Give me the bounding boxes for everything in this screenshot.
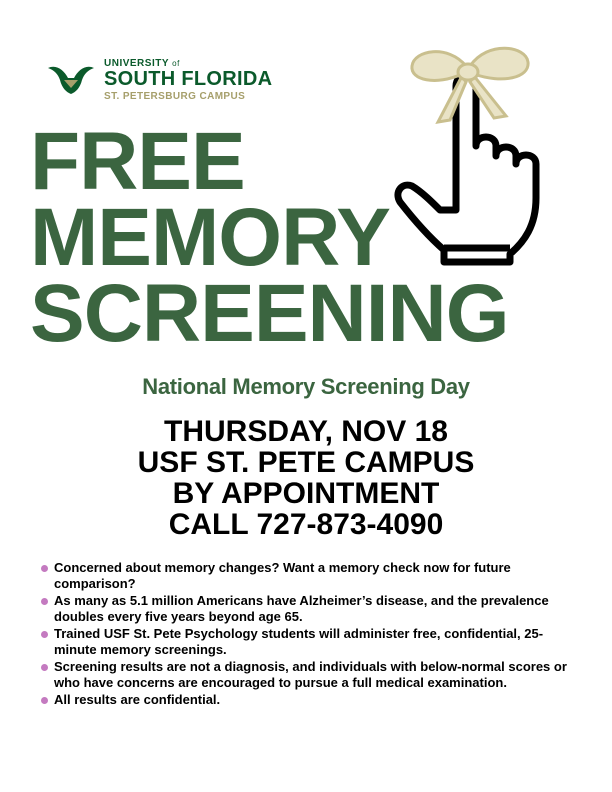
usf-bull-logo-icon xyxy=(46,62,96,96)
event-details xyxy=(0,416,612,540)
headline-line: MEMORY xyxy=(30,192,390,283)
logo-text xyxy=(104,58,272,102)
headline-line: SCREENING xyxy=(30,268,509,359)
info-bullets xyxy=(40,560,580,709)
logo-university: UNIVERSITY of xyxy=(104,58,180,69)
headline xyxy=(30,116,509,359)
list-item: Trained USF St. Pete Psychology students will administer free, confidential, 25-minute memory screenings. xyxy=(40,626,580,658)
logo-campus: ST. PETERSBURG CAMPUS xyxy=(104,91,246,102)
event-appointment: BY APPOINTMENT xyxy=(172,477,440,510)
headline-line: FREE xyxy=(30,116,245,207)
list-item: As many as 5.1 million Americans have Alzheimer’s disease, and the prevalence doubles every five years beyond age 65. xyxy=(40,593,580,625)
list-item: All results are confidential. xyxy=(40,692,580,708)
event-date: THURSDAY, NOV 18 xyxy=(164,415,448,448)
logo-name: SOUTH FLORIDA xyxy=(104,68,273,90)
event-location: USF ST. PETE CAMPUS xyxy=(137,446,475,479)
list-item: Concerned about memory changes? Want a memory check now for future comparison? xyxy=(40,560,580,592)
list-item: Screening results are not a diagnosis, and individuals with below-normal scores or who have concerns are encouraged to pursue a full medical examination. xyxy=(40,659,580,691)
event-phone: CALL 727-873-4090 xyxy=(168,508,444,541)
subtitle: National Memory Screening Day xyxy=(142,374,470,399)
